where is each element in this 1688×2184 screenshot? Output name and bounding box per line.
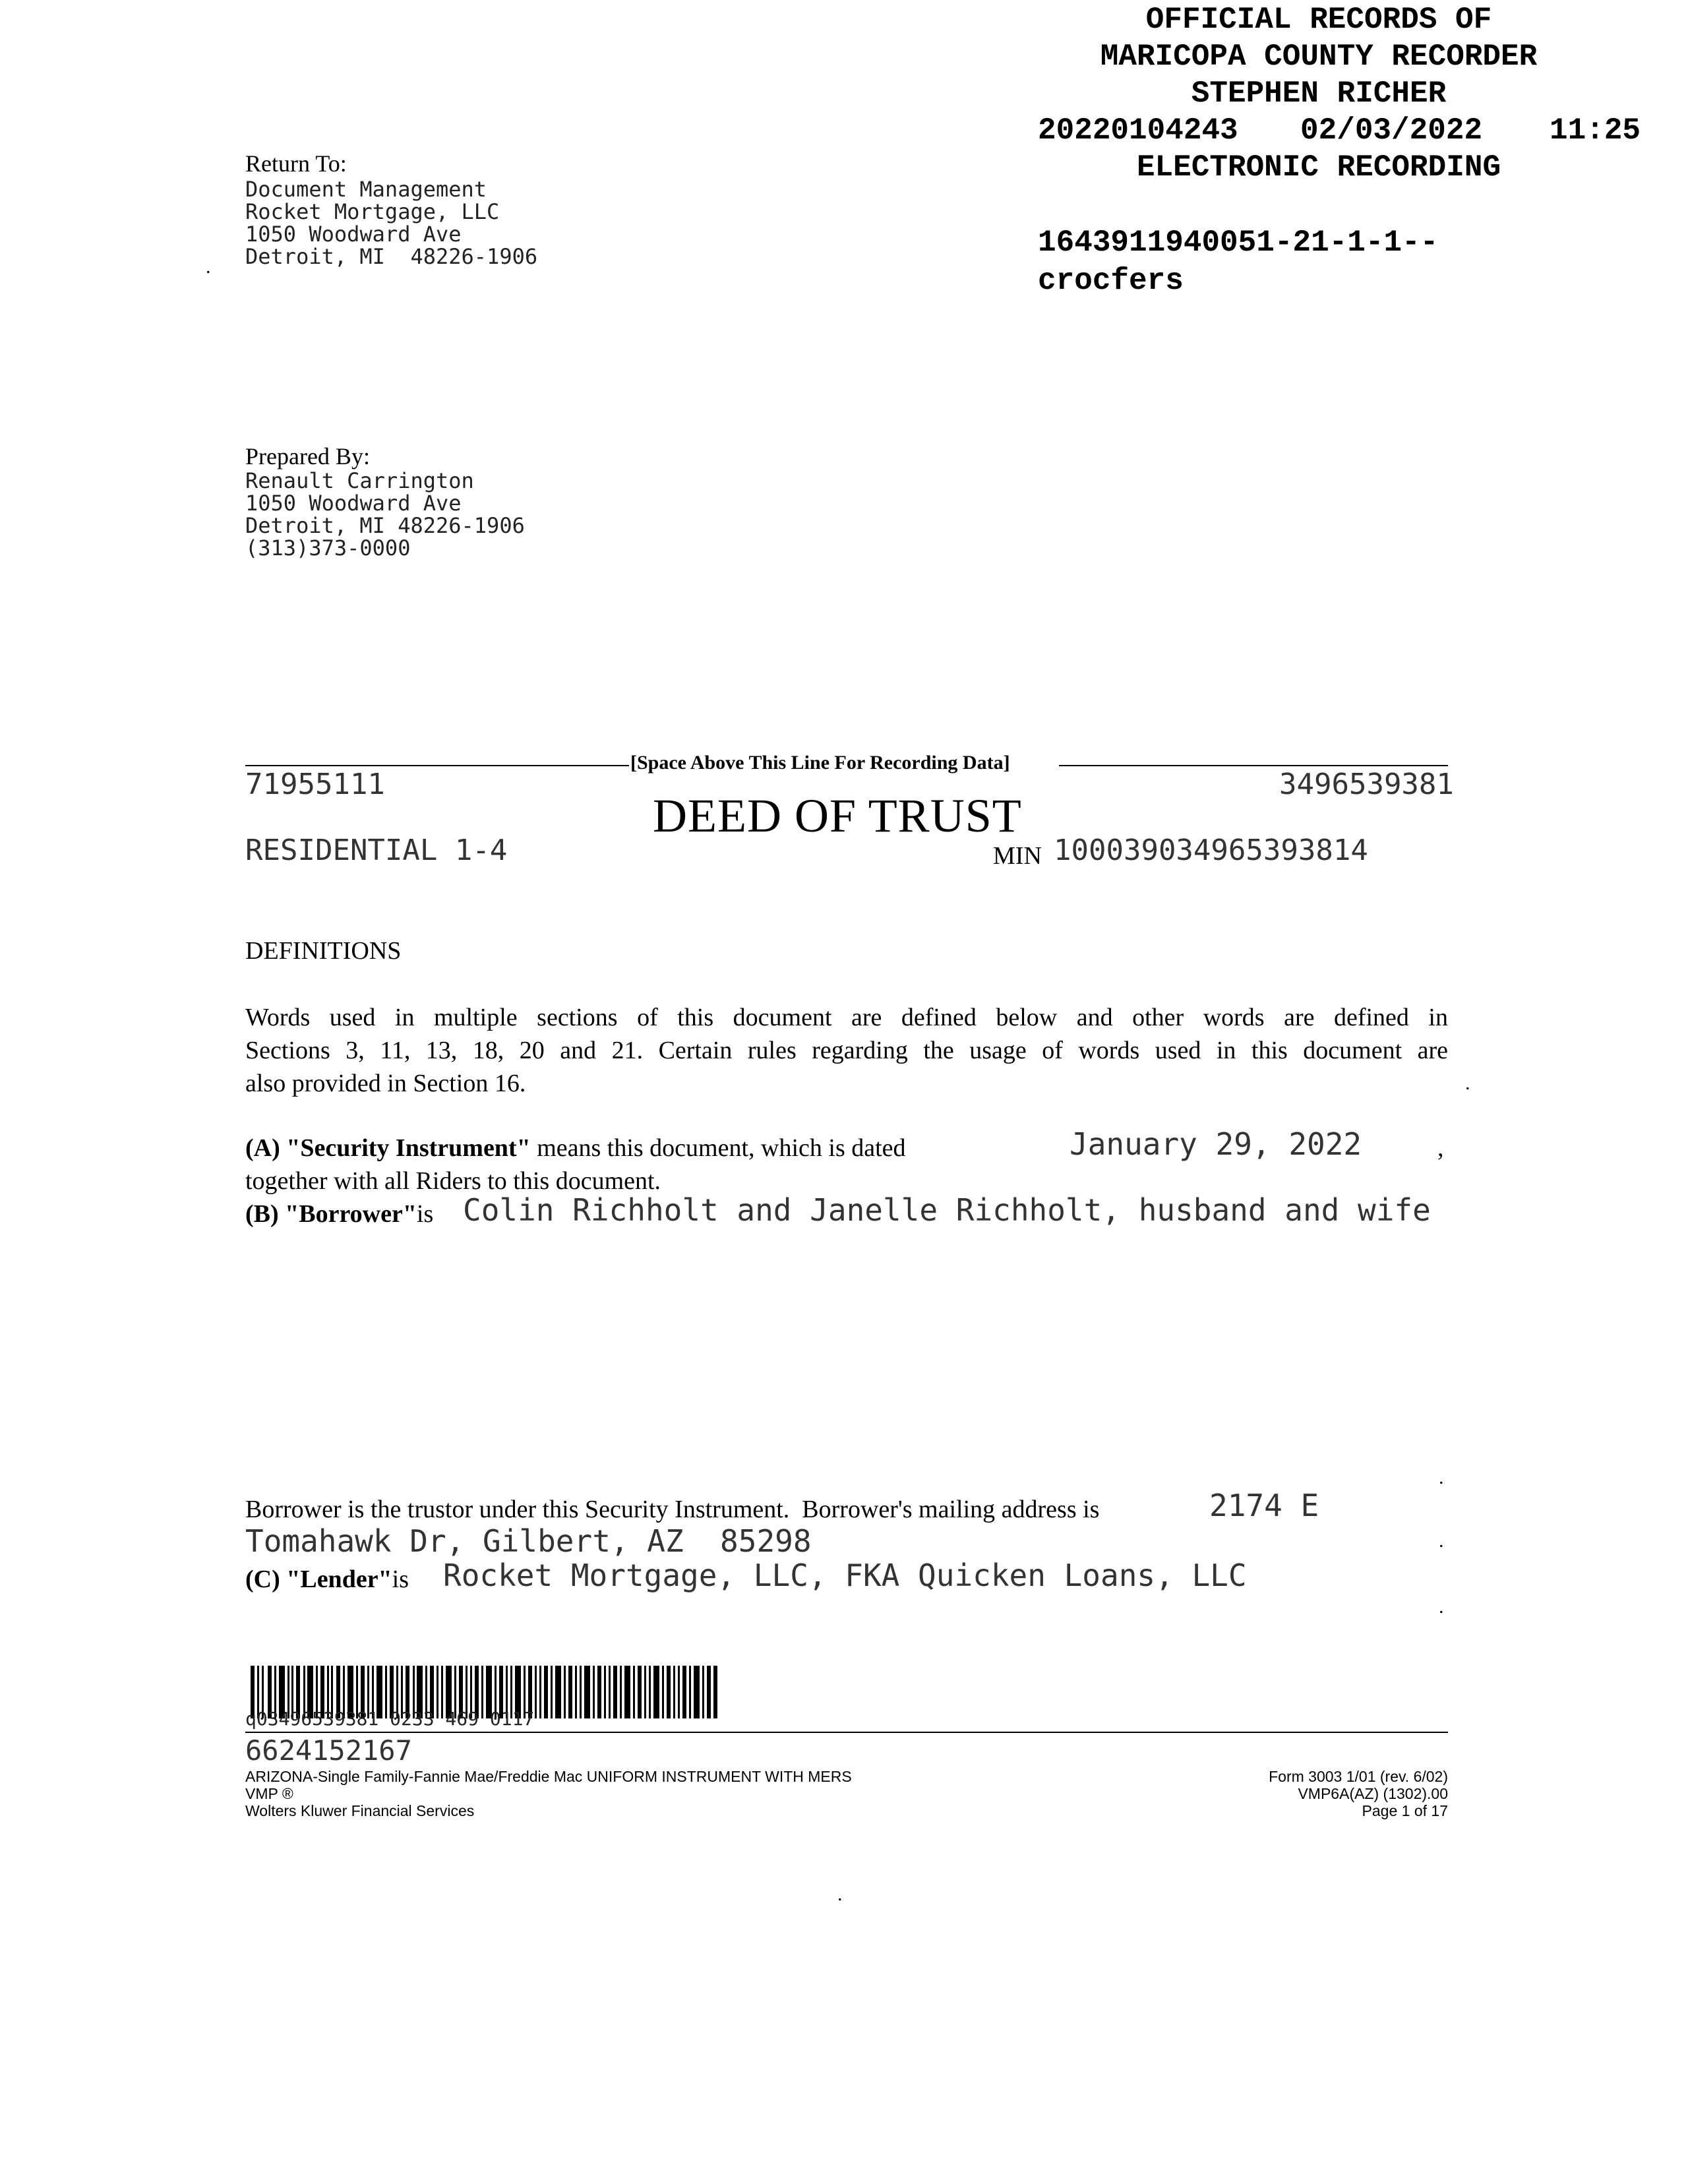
prepared-by-label: Prepared By:: [245, 443, 370, 470]
stamp-doc-number: 20220104243: [1038, 113, 1238, 148]
trustor-statement: Borrower is the trustor under this Security Instrument. Borrower's mailing address is: [245, 1496, 1100, 1523]
stamp-reference-line1: 1643911940051-21-1-1--: [1038, 226, 1439, 260]
stamp-date: 02/03/2022: [1300, 113, 1483, 148]
stray-mark: .: [837, 1883, 843, 1905]
return-to-line: Rocket Mortgage, LLC: [245, 199, 500, 224]
definition-a-label: (A) "Security Instrument": [245, 1134, 531, 1162]
stray-mark: .: [1465, 1072, 1470, 1094]
stray-mark: .: [1439, 1596, 1444, 1618]
footer-form-code: VMP6A(AZ) (1302).00: [1298, 1785, 1448, 1802]
definition-b-label: (B) "Borrower": [245, 1200, 417, 1228]
stamp-electronic-recording: ELECTRONIC RECORDING: [1136, 150, 1501, 185]
footer-publisher: Wolters Kluwer Financial Services: [245, 1802, 475, 1819]
prepared-by-line: (313)373-0000: [245, 535, 411, 561]
definition-a: [245, 1132, 906, 1165]
stamp-line-county-recorder: MARICOPA COUNTY RECORDER: [1100, 40, 1538, 74]
borrower-names: Colin Richholt and Janelle Richholt, husband and wife: [463, 1192, 1431, 1228]
barcode-text: q03496539381 0233 469 0117: [245, 1708, 535, 1730]
return-to-label: Return To:: [245, 150, 347, 177]
loan-number-right: 3496539381: [1279, 768, 1454, 801]
prepared-by-line: 1050 Woodward Ave: [245, 491, 462, 516]
property-type: RESIDENTIAL 1-4: [245, 834, 508, 867]
recording-divider-right: [1059, 765, 1448, 766]
space-above-line-label: [Space Above This Line For Recording Data]: [630, 752, 1010, 774]
definitions-heading: DEFINITIONS: [245, 937, 402, 965]
definition-b-is: is: [416, 1200, 434, 1228]
footer-document-id: 6624152167: [245, 1734, 412, 1767]
return-to-line: Detroit, MI 48226-1906: [245, 244, 538, 269]
return-to-line: Document Management: [245, 177, 487, 202]
footer-form-number: Form 3003 1/01 (rev. 6/02): [1269, 1768, 1448, 1785]
footer-divider: [245, 1732, 1448, 1733]
definitions-intro-line: Words used in multiple sections of this document are defined below and other words are defined in: [245, 1004, 1448, 1031]
stray-mark: .: [1439, 1467, 1444, 1488]
prepared-by-line: Renault Carrington: [245, 468, 474, 493]
stamp-reference-line2: crocfers: [1038, 264, 1184, 298]
definition-a-comma: ,: [1437, 1134, 1444, 1162]
min-value: 100039034965393814: [1054, 834, 1368, 867]
definitions-intro-line: also provided in Section 16.: [245, 1070, 526, 1097]
stray-mark: .: [1439, 1530, 1444, 1552]
footer-form-description: ARIZONA-Single Family-Fannie Mae/Freddie Mac UNIFORM INSTRUMENT WITH MERS: [245, 1768, 852, 1785]
loan-reference-left: 71955111: [245, 768, 385, 801]
definition-c-is: is: [392, 1565, 409, 1593]
definition-c-label: (C) "Lender": [245, 1565, 392, 1593]
definition-b: [245, 1198, 433, 1230]
document-title: DEED OF TRUST: [653, 789, 1022, 842]
definition-a-text: means this document, which is dated: [530, 1134, 906, 1162]
definitions-intro-line: Sections 3, 11, 13, 18, 20 and 21. Certain rules regarding the usage of words used in this document are: [245, 1037, 1448, 1064]
recording-divider-left: [245, 765, 629, 766]
stamp-time: 11:25: [1550, 113, 1641, 148]
stamp-line-recorder-name: STEPHEN RICHER: [1191, 76, 1447, 111]
return-to-line: 1050 Woodward Ave: [245, 222, 462, 247]
mailing-address-part1: 2174 E: [1209, 1488, 1319, 1523]
security-instrument-date: January 29, 2022: [1070, 1126, 1362, 1162]
definition-c: [245, 1563, 409, 1596]
min-label: MIN: [993, 842, 1042, 870]
definition-a-line2: together with all Riders to this document.: [245, 1167, 661, 1195]
stray-mark: .: [206, 256, 211, 278]
mailing-address-part2: Tomahawk Dr, Gilbert, AZ 85298: [245, 1523, 812, 1559]
stamp-line-official-records: OFFICIAL RECORDS OF: [1145, 3, 1492, 37]
footer-vmp-mark: VMP ®: [245, 1785, 293, 1802]
footer-page-number: Page 1 of 17: [1362, 1802, 1448, 1819]
lender-name: Rocket Mortgage, LLC, FKA Quicken Loans, LLC: [443, 1558, 1247, 1593]
prepared-by-line: Detroit, MI 48226-1906: [245, 513, 525, 538]
